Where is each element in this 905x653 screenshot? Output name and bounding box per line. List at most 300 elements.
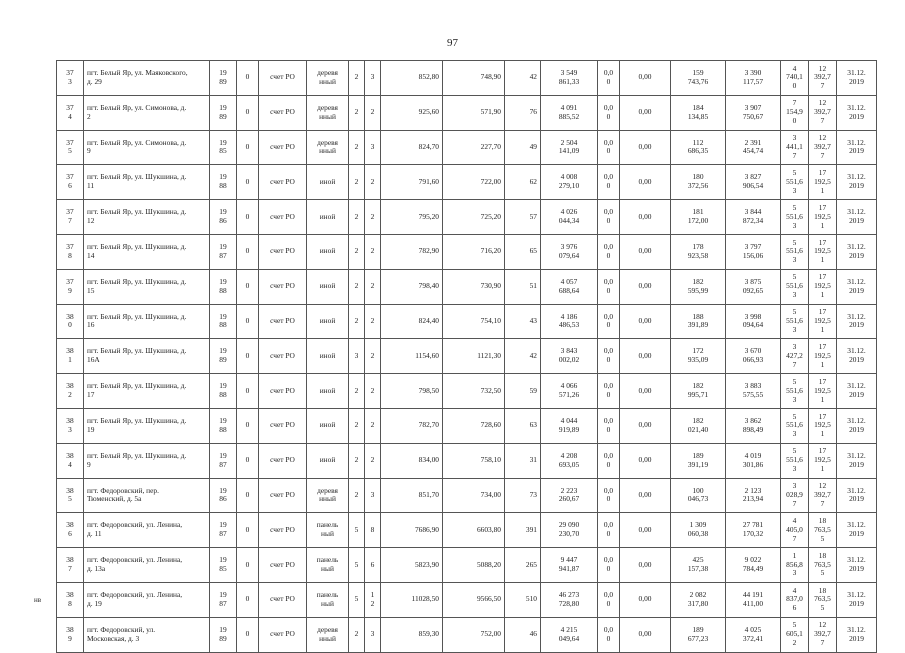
cell-entrances [365,339,381,374]
cell-zero [237,617,259,652]
cell-text: счет РО [270,490,295,500]
cell-text: 732,50 [480,385,501,395]
cell-text: 0,00 [638,594,652,604]
cell-amount [620,374,671,409]
cell-c2 [726,200,781,235]
cell-text: 8 [370,524,375,534]
cell-text: пгт. Федоровский, пер. Тюменский, д. 5а [87,485,159,504]
cell-idx [57,548,84,583]
cell-text: 5 [354,594,359,604]
cell-text: 510 [525,594,537,604]
cell-text: 782,90 [418,246,439,256]
table-row [57,130,877,165]
cell-text: 62 [529,176,537,186]
cell-text: 0,00 [638,420,652,430]
cell-entrances [365,165,381,200]
cell-text: 0 [245,490,250,500]
cell-amount [620,95,671,130]
cell-entrances [365,95,381,130]
cell-text: 43 [529,316,537,326]
cell-text: 3 976 079,64 [558,242,580,260]
cell-floors [349,95,365,130]
cell-text: 27 781 170,32 [742,520,764,539]
cell-area-living [443,269,505,304]
cell-text: 12 392,7 7 [814,63,831,91]
cell-text: 31.12. 2019 [847,381,866,400]
cell-text: 31.12. 2019 [847,242,866,260]
cell-zero [237,130,259,165]
cell-zero [237,269,259,304]
cell-c3 [781,548,809,583]
cell-text: счет РО [270,211,295,221]
cell-address [84,200,210,235]
cell-amount [620,513,671,548]
cell-year [210,61,237,96]
cell-c2 [726,339,781,374]
cell-text: 0 [245,420,250,430]
cell-text: 3 441,1 7 [786,133,803,160]
cell-c3 [781,408,809,443]
cell-amount [620,200,671,235]
cell-idx [57,374,84,409]
cell-text: 19 88 [219,276,227,295]
cell-zero [237,200,259,235]
cell-fund [259,130,307,165]
cell-text: 5 [354,524,359,534]
cell-share [598,478,620,513]
cell-text: 38 8 [66,589,74,608]
cell-text: пгт. Белый Яр, ул. Шукшина, д. 16А [87,346,187,365]
cell-text: 925,60 [418,107,439,117]
cell-text: 748,90 [480,72,501,82]
cell-text: пгт. Федоровский, ул. Ленина, д. 11 [87,520,183,539]
cell-text: 0,0 0 [603,68,614,86]
cell-residents [505,513,541,548]
cell-text: 4 405,0 7 [786,515,803,543]
cell-text: 38 4 [66,450,74,469]
cell-text: 2 [370,211,375,221]
cell-text: 31.12. 2019 [847,589,866,608]
cell-text: 37 9 [66,276,74,295]
cell-cost-total [541,304,598,339]
cell-text: 31.12. 2019 [847,102,866,121]
cell-text: деревя нный [317,485,338,504]
cell-c1 [671,339,726,374]
cell-area-total [381,200,443,235]
cell-idx [57,200,84,235]
cell-area-total [381,408,443,443]
cell-material [307,443,349,478]
cell-text: 2 [370,316,375,326]
cell-text: 758,10 [480,455,501,465]
cell-area-living [443,130,505,165]
cell-area-total [381,304,443,339]
cell-text: 4 008 279,10 [558,172,580,191]
cell-c3 [781,582,809,617]
cell-residents [505,408,541,443]
cell-text: 2 [370,385,375,395]
cell-floors [349,513,365,548]
cell-c2 [726,582,781,617]
cell-text: 2 [354,72,359,82]
cell-c1 [671,200,726,235]
table-row [57,95,877,130]
cell-c1 [671,95,726,130]
cell-amount [620,339,671,374]
cell-zero [237,234,259,269]
cell-text: 37 7 [66,207,74,226]
cell-year [210,165,237,200]
cell-text: 31.12. 2019 [847,415,866,434]
cell-text: 227,70 [480,142,501,152]
cell-fund [259,269,307,304]
cell-text: 5823,90 [414,559,439,569]
cell-text: 824,40 [418,316,439,326]
cell-c1 [671,548,726,583]
cell-c3 [781,374,809,409]
cell-area-total [381,165,443,200]
cell-text: 782,70 [418,420,439,430]
cell-zero [237,478,259,513]
cell-text: 795,20 [418,211,439,221]
cell-text: 19 88 [219,172,227,191]
cell-text: 17 192,5 1 [814,202,831,230]
cell-zero [237,582,259,617]
cell-c3 [781,478,809,513]
table-row [57,408,877,443]
cell-c1 [671,304,726,339]
cell-text: 851,70 [418,490,439,500]
cell-text: 0,0 0 [603,381,614,400]
cell-text: 18 763,5 5 [814,585,831,613]
cell-cost-total [541,339,598,374]
cell-fund [259,200,307,235]
cell-cost-total [541,513,598,548]
cell-text: счет РО [270,455,295,465]
cell-material [307,165,349,200]
cell-text: 19 89 [219,68,227,86]
cell-text: счет РО [270,350,295,360]
cell-text: 0 [245,246,250,256]
cell-area-living [443,374,505,409]
cell-text: 3 028,9 7 [786,481,803,508]
cell-text: 5 551,6 3 [786,411,803,439]
cell-floors [349,582,365,617]
cell-c2 [726,304,781,339]
cell-date [837,374,877,409]
cell-cost-total [541,443,598,478]
cell-text: 2 [354,490,359,500]
cell-address [84,478,210,513]
cell-residents [505,165,541,200]
cell-area-living [443,478,505,513]
cell-text: 44 191 411,00 [742,589,764,608]
cell-residents [505,443,541,478]
cell-address [84,95,210,130]
cell-text: 31.12. 2019 [847,137,866,156]
cell-c2 [726,548,781,583]
cell-text: 19 88 [219,381,227,400]
cell-text: 182 595,99 [687,276,709,295]
cell-text: пгт. Белый Яр, ул. Симонова, д. 2 [87,102,187,121]
cell-material [307,582,349,617]
cell-zero [237,408,259,443]
cell-text: 824,70 [418,142,439,152]
cell-text: 4 066 571,26 [558,381,580,400]
cell-area-total [381,478,443,513]
cell-area-total [381,513,443,548]
cell-text: 798,40 [418,281,439,291]
cell-text: пгт. Федоровский, ул. Ленина, д. 19 [87,589,183,608]
cell-text: 189 677,23 [687,624,709,643]
cell-floors [349,61,365,96]
cell-fund [259,513,307,548]
cell-text: 0,0 0 [603,242,614,260]
cell-text: 38 2 [66,381,74,400]
cell-text: 3 843 002,02 [558,346,580,365]
cell-fund [259,374,307,409]
cell-text: 2 [354,629,359,639]
cell-text: 0,00 [638,385,652,395]
cell-idx [57,130,84,165]
cell-year [210,304,237,339]
cell-text: иной [319,211,336,221]
cell-text: 5 551,6 3 [786,167,803,195]
cell-text: 17 192,5 1 [814,376,831,404]
cell-text: 0,0 0 [603,137,614,156]
cell-material [307,374,349,409]
cell-residents [505,95,541,130]
cell-text: 9 447 941,87 [558,555,580,574]
cell-residents [505,339,541,374]
cell-text: 3 844 872,34 [742,207,764,226]
cell-text: 3 827 906,54 [742,172,764,191]
cell-year [210,582,237,617]
footer-mark: нв [34,596,42,604]
cell-text: 754,10 [480,316,501,326]
cell-text: 2 [370,246,375,256]
cell-text: 734,00 [480,490,501,500]
cell-idx [57,61,84,96]
cell-floors [349,200,365,235]
cell-text: 716,20 [480,246,501,256]
cell-c4 [809,165,837,200]
cell-text: 571,90 [480,107,501,117]
cell-text: 31.12. 2019 [847,624,866,643]
cell-text: 2 391 454,74 [742,137,764,156]
cell-area-living [443,548,505,583]
cell-text: счет РО [270,316,295,326]
cell-text: 182 021,40 [687,415,709,434]
cell-text: 2 [354,107,359,117]
cell-cost-total [541,374,598,409]
cell-text: счет РО [270,594,295,604]
cell-fund [259,339,307,374]
cell-text: 5 551,6 3 [786,446,803,474]
cell-text: 19 86 [219,207,227,226]
cell-c3 [781,269,809,304]
cell-material [307,339,349,374]
cell-text: 0 [245,281,250,291]
cell-text: 37 8 [66,242,74,260]
cell-text: 5 [354,559,359,569]
cell-c4 [809,200,837,235]
cell-date [837,617,877,652]
cell-text: 188 391,89 [687,311,709,330]
cell-text: счет РО [270,176,295,186]
cell-material [307,200,349,235]
cell-area-total [381,130,443,165]
cell-text: 0,00 [638,455,652,465]
cell-area-living [443,234,505,269]
cell-text: 31.12. 2019 [847,450,866,469]
cell-amount [620,61,671,96]
cell-text: 0 [245,72,250,82]
cell-text: 181 172,00 [687,207,709,226]
cell-text: 0,0 0 [603,172,614,191]
cell-idx [57,443,84,478]
cell-date [837,408,877,443]
cell-text: 172 935,09 [687,346,709,365]
cell-text: пгт. Белый Яр, ул. Шукшина, д. 11 [87,172,187,191]
cell-share [598,339,620,374]
cell-residents [505,304,541,339]
cell-text: 1154,60 [415,350,439,360]
cell-c4 [809,408,837,443]
cell-text: счет РО [270,524,295,534]
cell-date [837,304,877,339]
cell-text: 0 [245,107,250,117]
cell-text: 31.12. 2019 [847,311,866,330]
cell-text: 5 551,6 3 [786,272,803,300]
cell-c3 [781,443,809,478]
cell-c2 [726,443,781,478]
cell-amount [620,478,671,513]
cell-idx [57,478,84,513]
cell-amount [620,304,671,339]
cell-text: 4 025 372,41 [742,624,764,643]
cell-text: счет РО [270,559,295,569]
cell-floors [349,408,365,443]
cell-text: 0,00 [638,72,652,82]
cell-c2 [726,374,781,409]
cell-text: 65 [529,246,537,256]
cell-entrances [365,61,381,96]
cell-cost-total [541,200,598,235]
cell-text: 3 390 117,57 [742,68,764,86]
cell-text: 9 022 784,49 [742,555,764,574]
cell-text: 1 856,8 3 [786,550,803,578]
cell-c2 [726,61,781,96]
cell-text: 2 [354,455,359,465]
cell-c4 [809,443,837,478]
cell-c2 [726,130,781,165]
cell-text: 1 309 060,38 [687,520,709,539]
cell-residents [505,582,541,617]
cell-share [598,269,620,304]
cell-cost-total [541,61,598,96]
cell-idx [57,408,84,443]
cell-floors [349,165,365,200]
cell-text: 2 223 260,67 [558,485,580,504]
cell-idx [57,513,84,548]
cell-text: 19 87 [219,450,227,469]
cell-text: панель ный [316,555,339,574]
cell-text: пгт. Белый Яр, ул. Маяковского, д. 29 [87,68,188,86]
cell-text: счет РО [270,385,295,395]
cell-text: пгт. Федоровский, ул. Московская, д. 3 [87,624,156,643]
cell-text: 2 [370,420,375,430]
cell-text: 0,00 [638,107,652,117]
cell-text: 178 923,58 [687,242,709,260]
cell-text: 0,00 [638,350,652,360]
cell-entrances [365,582,381,617]
cell-fund [259,304,307,339]
cell-text: 3 875 092,65 [742,276,764,295]
cell-text: панель ный [316,589,339,608]
cell-year [210,617,237,652]
cell-text: пгт. Белый Яр, ул. Шукшина, д. 14 [87,242,187,260]
cell-text: 3 [370,490,375,500]
cell-c4 [809,95,837,130]
cell-text: 3 883 575,55 [742,381,764,400]
cell-text: 17 192,5 1 [814,341,831,369]
cell-text: 31.12. 2019 [847,485,866,504]
cell-text: счет РО [270,629,295,639]
cell-residents [505,200,541,235]
cell-text: 37 5 [66,137,74,156]
cell-text: 31.12. 2019 [847,172,866,191]
cell-fund [259,408,307,443]
cell-floors [349,548,365,583]
cell-text: 11028,50 [411,594,439,604]
cell-text: 0 [245,455,250,465]
cell-year [210,548,237,583]
cell-text: 0,00 [638,281,652,291]
cell-entrances [365,234,381,269]
cell-text: 19 86 [219,485,227,504]
cell-material [307,304,349,339]
cell-area-living [443,61,505,96]
cell-fund [259,165,307,200]
cell-text: иной [319,420,336,430]
cell-share [598,443,620,478]
cell-share [598,234,620,269]
cell-c2 [726,165,781,200]
cell-address [84,165,210,200]
cell-c1 [671,408,726,443]
cell-text: 0 [245,211,250,221]
cell-text: 0,00 [638,142,652,152]
cell-text: 31.12. 2019 [847,68,866,86]
cell-text: 0,00 [638,524,652,534]
cell-c4 [809,339,837,374]
cell-text: 0,0 0 [603,415,614,434]
cell-year [210,269,237,304]
cell-share [598,200,620,235]
cell-c1 [671,61,726,96]
cell-text: 0 [245,629,250,639]
cell-text: 17 192,5 1 [814,411,831,439]
cell-text: 4 837,0 6 [786,585,803,613]
cell-cost-total [541,95,598,130]
cell-text: 0,0 0 [603,520,614,539]
cell-text: 31.12. 2019 [847,520,866,539]
cell-text: 12 392,7 7 [814,481,831,508]
cell-text: иной [319,455,336,465]
cell-text: 4 026 044,34 [558,207,580,226]
cell-entrances [365,304,381,339]
